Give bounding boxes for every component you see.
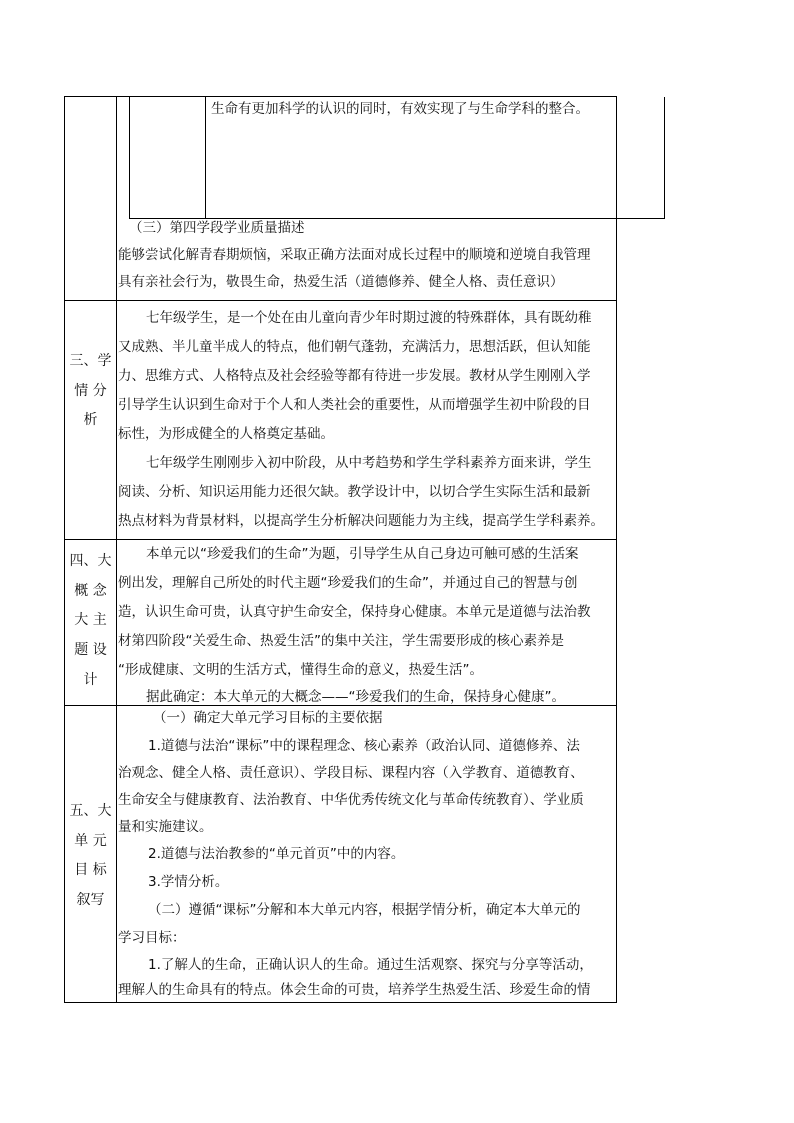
paragraph-line: 3.学情分析。 <box>148 874 229 890</box>
paragraph-line: “形成健康、文明的生活方式，懂得生命的意义，热爱生活”。 <box>118 662 483 678</box>
paragraph-line: 生命安全与健康教育、法治教育、中华优秀传统文化与革命传统教育）、学业质 <box>118 792 584 808</box>
paragraph-line: 热点材料为背景材料，以提高学生分析解决问题能力为主线，提高学生学科素养。 <box>118 513 604 529</box>
lesson-plan-table <box>64 96 617 1003</box>
paragraph-line: 具有亲社会行为，敬畏生命，热爱生活（道德修养、健全人格、责任意识） <box>118 274 564 290</box>
paragraph-line: 治观念、健全人格、责任意识）、学段目标、课程内容（入学教育、道德教育、 <box>118 765 584 781</box>
inner-table-divider <box>205 97 206 218</box>
paragraph-line: 阅读、分析、知识运用能力还很欠缺。教学设计中，以切合学生实际生活和最新 <box>118 484 591 500</box>
paragraph-line: 材第四阶段“关爱生命、热爱生活”的集中关注，学生需要形成的核心素养是 <box>118 633 564 649</box>
paragraph-line: 例出发，理解自己所处的时代主题“珍爱我们的生命”，并通过自己的智慧与创 <box>118 575 578 591</box>
paragraph-line: 力、思维方式、人格特点及社会经验等都有待进一步发展。教材从学生刚刚入学 <box>118 368 591 384</box>
paragraph-line: 1.道德与法治“课标”中的课程理念、核心素养（政治认同、道德修养、法 <box>148 738 580 754</box>
label-column-divider <box>116 97 117 1002</box>
inner-table <box>129 97 665 219</box>
paragraph-line: 1.了解人的生命，正确认识人的生命。通过生活观察、探究与分享等活动， <box>148 957 593 973</box>
paragraph-line: 造，认识生命可贵，认真守护生命安全，保持身心健康。本单元是道德与法治教 <box>118 604 591 620</box>
row-divider <box>65 539 616 540</box>
paragraph-line: 又成熟、半儿童半成人的特点，他们朝气蓬勃，充满活力，思想活跃，但认知能 <box>118 339 591 355</box>
paragraph-line: 能够尝试化解青春期烦恼，采取正确方法面对成长过程中的顺境和逆境自我管理 <box>118 247 591 263</box>
inner-table-text: 生命有更加科学的认识的同时，有效实现了与生命学科的整合。 <box>211 101 589 117</box>
paragraph-line: 学习目标： <box>118 930 186 946</box>
row-label-unit-goals: 五、大 单 元 目 标 叙写 <box>69 803 112 909</box>
paragraph-line: 量和实施建议。 <box>118 819 213 835</box>
paragraph-line: 七年级学生刚刚步入初中阶段，从中考趋势和学生学科素养方面来讲，学生 <box>146 455 592 471</box>
paragraph-line: 标性，为形成健全的人格奠定基础。 <box>118 426 334 442</box>
paragraph-line: 2.道德与法治教参的“单元首页”中的内容。 <box>148 846 405 862</box>
paragraph-line: （二）遵循“课标”分解和本大单元内容，根据学情分析，确定本大单元的 <box>148 902 581 918</box>
row-label-big-concept: 四、大 概 念 大 主 题 设 计 <box>69 553 112 688</box>
paragraph-line: （一）确定大单元学习目标的主要依据 <box>153 710 383 726</box>
row-label-learner-analysis: 三、学 情 分 析 <box>69 353 112 429</box>
paragraph-line: 理解人的生命具有的特点。体会生命的可贵，培养学生热爱生活、珍爱生命的情 <box>118 982 591 998</box>
paragraph-line: 引导学生认识到生命对于个人和人类社会的重要性，从而增强学生初中阶段的目 <box>118 397 591 413</box>
paragraph-line: 七年级学生，是一个处在由儿童向青少年时期过渡的特殊群体，具有既幼稚 <box>146 310 592 326</box>
paragraph-line: 据此确定：本大单元的大概念——“珍爱我们的生命，保持身心健康”。 <box>146 689 565 705</box>
paragraph-line: 本单元以“珍爱我们的生命”为题，引导学生从自己身边可触可感的生活案 <box>146 546 579 562</box>
quality-description-heading: （三）第四学段学业质量描述 <box>129 220 305 236</box>
row-divider <box>65 300 616 301</box>
